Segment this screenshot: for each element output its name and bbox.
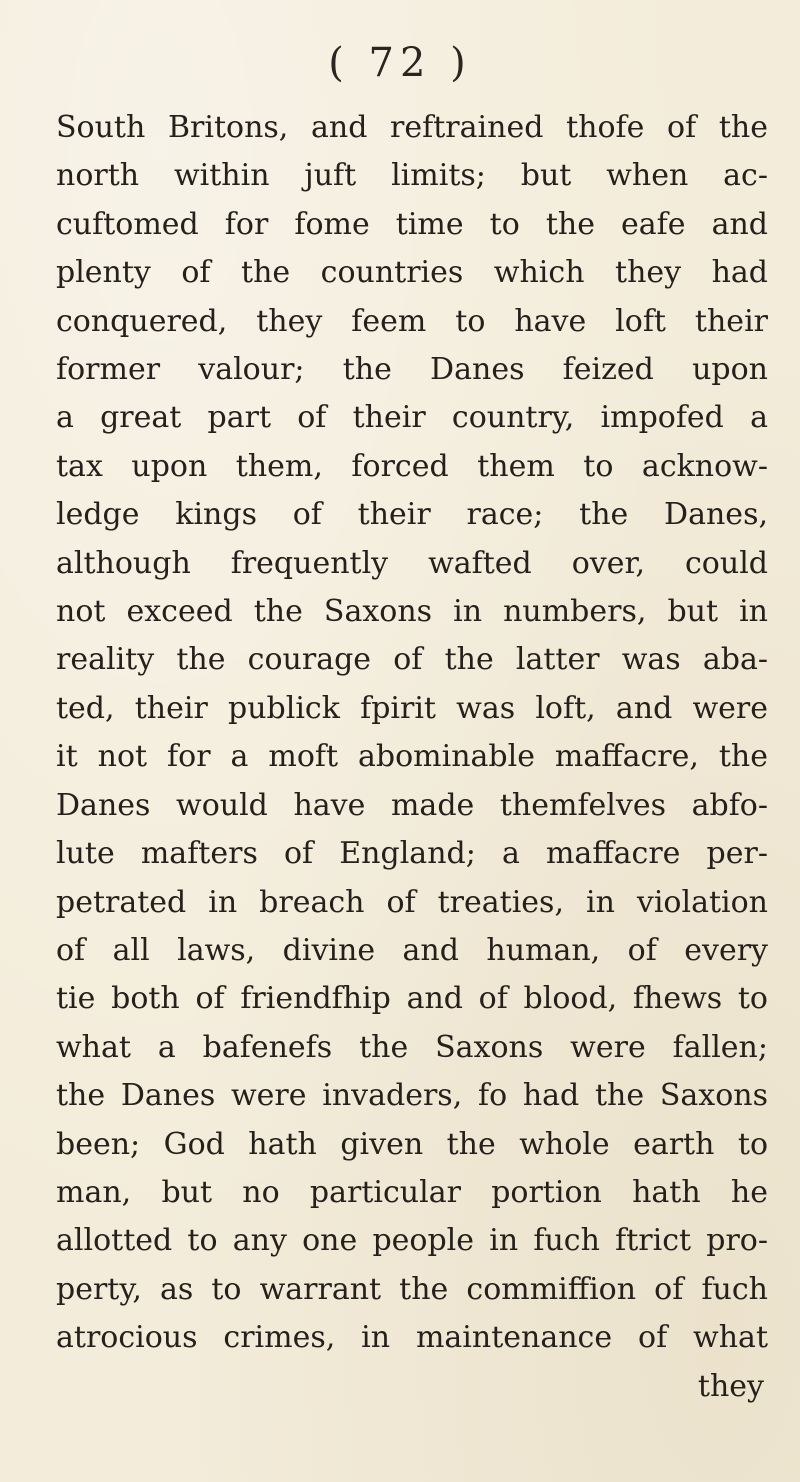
page-number: ( 72 ): [328, 40, 472, 86]
text-line: atrocious crimes, in maintenance of what: [56, 1320, 768, 1356]
text-line: ted, their publick fpirit was loft, and were: [56, 690, 768, 726]
text-line: the Danes were invaders, fo had the Saxons: [56, 1078, 768, 1114]
text-line: former valour; the Danes feized upon: [56, 352, 768, 388]
text-line: tax upon them, forced them to acknow-: [56, 448, 768, 484]
text-line: what a bafenefs the Saxons were fallen;: [56, 1029, 768, 1065]
text-line: been; God hath given the whole earth to: [56, 1126, 768, 1162]
text-line: cuftomed for fome time to the eafe and: [56, 206, 768, 242]
text-line: a great part of their country, impofed a: [56, 400, 768, 436]
text-line: lute mafters of England; a maffacre per-: [56, 836, 768, 872]
text-line: plenty of the countries which they had: [56, 255, 768, 291]
text-line: ledge kings of their race; the Danes,: [56, 497, 768, 533]
text-line: petrated in breach of treaties, in violation: [56, 884, 768, 920]
text-line: although frequently wafted over, could: [56, 545, 768, 581]
text-line: of all laws, divine and human, of every: [56, 932, 768, 968]
text-line: reality the courage of the latter was aba-: [56, 642, 768, 678]
text-line: Danes would have made themfelves abfo-: [56, 787, 768, 823]
text-line: not exceed the Saxons in numbers, but in: [56, 594, 768, 630]
text-line: allotted to any one people in fuch ftrict pro-: [56, 1223, 768, 1259]
catchword: they: [697, 1368, 764, 1404]
text-line: South Britons, and reftrained thofe of the: [56, 110, 768, 145]
text-line: it not for a moft abominable maffacre, the: [56, 739, 768, 775]
body-text: [56, 104, 768, 1411]
text-line: north within juft limits; but when ac-: [56, 158, 768, 194]
text-line: conquered, they feem to have loft their: [56, 303, 768, 339]
text-line: perty, as to warrant the commiffion of fuch: [56, 1271, 768, 1307]
text-line: man, but no particular portion hath he: [56, 1174, 768, 1210]
text-line: tie both of friendfhip and of blood, fhews to: [56, 981, 768, 1017]
